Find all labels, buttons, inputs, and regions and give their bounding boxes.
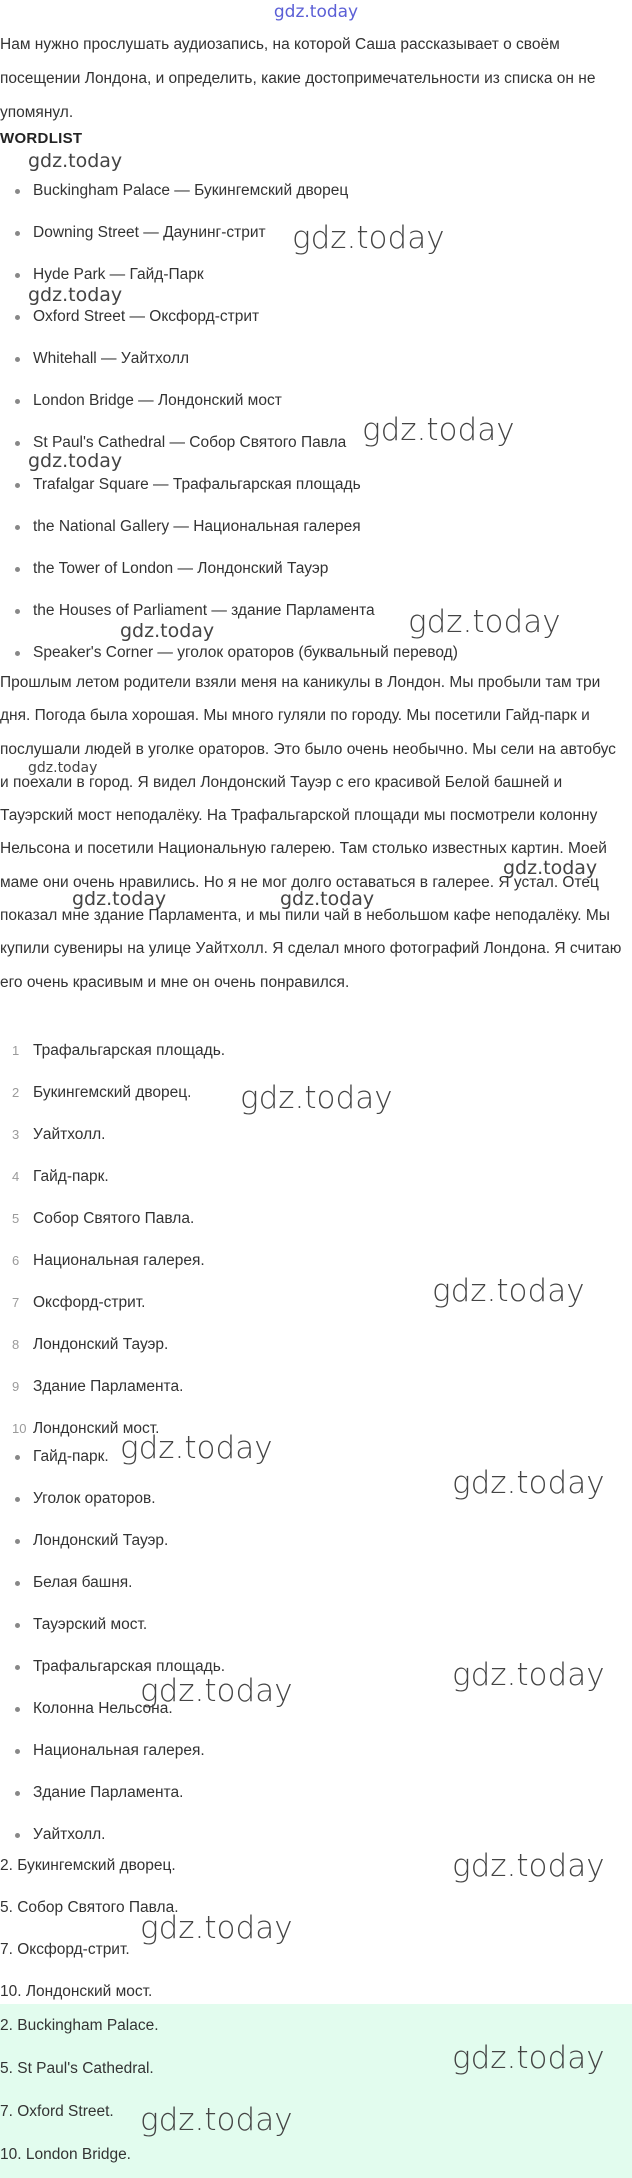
list-item bbox=[0, 1282, 600, 1324]
wordlist-item: the National Gallery — Национальная галерея bbox=[0, 506, 600, 548]
item-number: 2 bbox=[12, 1085, 20, 1100]
watermark: gdz.today bbox=[72, 888, 167, 910]
item-text: Оксфорд-стрит. bbox=[33, 1294, 146, 1311]
wordlist-item: the Houses of Parliament — здание Парламента bbox=[0, 590, 600, 632]
answer-list bbox=[0, 2004, 159, 2176]
wordlist-item: London Bridge — Лондонский мост bbox=[0, 380, 600, 422]
watermark: gdz.today bbox=[292, 220, 445, 256]
item-text: Национальная галерея. bbox=[33, 1252, 205, 1269]
list-item bbox=[0, 1156, 600, 1198]
list-item: Трафальгарская площадь. bbox=[0, 1646, 600, 1688]
wordlist-item: Downing Street — Даунинг-стрит bbox=[0, 212, 600, 254]
item-number: 10 bbox=[12, 1421, 27, 1436]
wordlist-item: St Paul's Cathedral — Собор Святого Павла bbox=[0, 422, 600, 464]
not-mentioned-list bbox=[0, 1845, 179, 2013]
answer-box bbox=[0, 2004, 632, 2178]
watermark: gdz.today bbox=[28, 450, 123, 472]
item-text: Здание Парламента. bbox=[33, 1378, 184, 1395]
story-text: Прошлым летом родители взяли меня на каникулы в Лондон. Мы пробыли там три дня. Погода была хорошая. Мы много гуляли по городу. Мы посетили Гайд-парк и послушали людей в уголке ораторов. Это было очень необычно. Мы сели на автобус и поехали в город. Я видел Лондонский Тауэр с его красивой Белой башней и Тауэрский мост неподалёку. На Трафальгарской площади мы посмотрели колонну Нельсона и посетили Национальную галерею. Там столько известных картин. Моей маме они очень нравились. Но я не мог долго оставаться в галерее. Я устал. Отец показал мне здание Парламента, и мы пили чай в небольшом кафе неподалёку. Мы купили сувениры на улице Уайтхолл. Я сделал много фотографий Лондона. Я считаю его очень красивым и мне он очень понравился. bbox=[0, 674, 622, 991]
list-item bbox=[0, 1324, 600, 1366]
list-item: 2. Букингемский дворец. bbox=[0, 1857, 176, 1874]
wordlist-item: Oxford Street — Оксфорд-стрит bbox=[0, 296, 600, 338]
watermark: gdz.today bbox=[140, 1673, 293, 1709]
item-number: 8 bbox=[12, 1337, 20, 1352]
watermark: gdz.today bbox=[140, 2102, 293, 2138]
item-number: 9 bbox=[12, 1379, 20, 1394]
wordlist-item: Buckingham Palace — Букингемский дворец bbox=[0, 170, 600, 212]
watermark: gdz.today bbox=[240, 1080, 393, 1116]
list-item: Уголок ораторов. bbox=[0, 1478, 600, 1520]
answer-item: 2. Buckingham Palace. bbox=[0, 2017, 159, 2034]
item-text: Лондонский Тауэр. bbox=[33, 1336, 169, 1353]
sights-list bbox=[0, 1030, 600, 1450]
list-item bbox=[0, 1114, 600, 1156]
watermark: gdz.today bbox=[452, 1465, 605, 1501]
list-item: Тауэрский мост. bbox=[0, 1604, 600, 1646]
wordlist bbox=[0, 170, 600, 674]
list-item: Лондонский Тауэр. bbox=[0, 1520, 600, 1562]
item-text: Уайтхолл. bbox=[33, 1126, 106, 1143]
wordlist-item: Whitehall — Уайтхолл bbox=[0, 338, 600, 380]
item-text: Букингемский дворец. bbox=[33, 1084, 192, 1101]
item-number: 4 bbox=[12, 1169, 20, 1184]
list-item: Белая башня. bbox=[0, 1562, 600, 1604]
item-text: Трафальгарская площадь. bbox=[33, 1042, 226, 1059]
watermark: gdz.today bbox=[28, 150, 123, 172]
watermark: gdz.today bbox=[120, 1430, 273, 1466]
list-item: Колонна Нельсона. bbox=[0, 1688, 600, 1730]
watermark: gdz.today bbox=[452, 1848, 605, 1884]
list-item bbox=[0, 1366, 600, 1408]
watermark: gdz.today bbox=[362, 412, 515, 448]
list-item bbox=[0, 1030, 600, 1072]
item-number: 5 bbox=[12, 1211, 20, 1226]
answer-item: 5. St Paul's Cathedral. bbox=[0, 2060, 154, 2077]
item-number: 7 bbox=[12, 1295, 20, 1310]
list-item: Здание Парламента. bbox=[0, 1772, 600, 1814]
answer-item: 10. London Bridge. bbox=[0, 2146, 131, 2163]
item-number: 6 bbox=[12, 1253, 20, 1268]
watermark: gdz.today bbox=[28, 284, 123, 306]
list-item bbox=[0, 1198, 600, 1240]
list-item bbox=[0, 1240, 600, 1282]
item-number: 3 bbox=[12, 1127, 20, 1142]
watermark: gdz.today bbox=[140, 1910, 293, 1946]
item-number: 1 bbox=[12, 1043, 20, 1058]
list-item: Национальная галерея. bbox=[0, 1730, 600, 1772]
list-item bbox=[0, 1072, 600, 1114]
item-text: Лондонский мост. bbox=[33, 1420, 160, 1437]
list-item: 5. Собор Святого Павла. bbox=[0, 1899, 179, 1916]
item-text: Собор Святого Павла. bbox=[33, 1210, 195, 1227]
wordlist-item: the Tower of London — Лондонский Тауэр bbox=[0, 548, 600, 590]
list-item: 10. Лондонский мост. bbox=[0, 1983, 153, 2000]
watermark: gdz.today bbox=[432, 1273, 585, 1309]
item-text: Гайд-парк. bbox=[33, 1168, 109, 1185]
wordlist-item: Hyde Park — Гайд-Парк bbox=[0, 254, 600, 296]
watermark: gdz.today bbox=[452, 2040, 605, 2076]
watermark: gdz.today bbox=[408, 604, 561, 640]
watermark: gdz.today bbox=[503, 857, 598, 879]
list-item: Уайтхолл. bbox=[0, 1814, 600, 1856]
task-intro: Нам нужно прослушать аудиозапись, на которой Саша рассказывает о своём посещении Лондона, и определить, какие достопримечательности из списка он не упомянул. bbox=[0, 36, 596, 121]
watermark: gdz.today bbox=[120, 620, 215, 642]
mentioned-list bbox=[0, 1436, 600, 1856]
list-item: Гайд-парк. bbox=[0, 1436, 600, 1478]
answer-item: 7. Oxford Street. bbox=[0, 2103, 114, 2120]
list-item: 7. Оксфорд-стрит. bbox=[0, 1941, 130, 1958]
wordlist-item: Trafalgar Square — Трафальгарская площадь bbox=[0, 464, 600, 506]
wordlist-heading: WORDLIST bbox=[0, 130, 83, 147]
site-logo[interactable]: gdz.today bbox=[273, 2, 359, 22]
watermark: gdz.today bbox=[280, 888, 375, 910]
wordlist-item: Speaker's Corner — уголок ораторов (буквальный перевод) bbox=[0, 632, 600, 674]
watermark: gdz.today bbox=[28, 760, 98, 776]
watermark: gdz.today bbox=[452, 1657, 605, 1693]
